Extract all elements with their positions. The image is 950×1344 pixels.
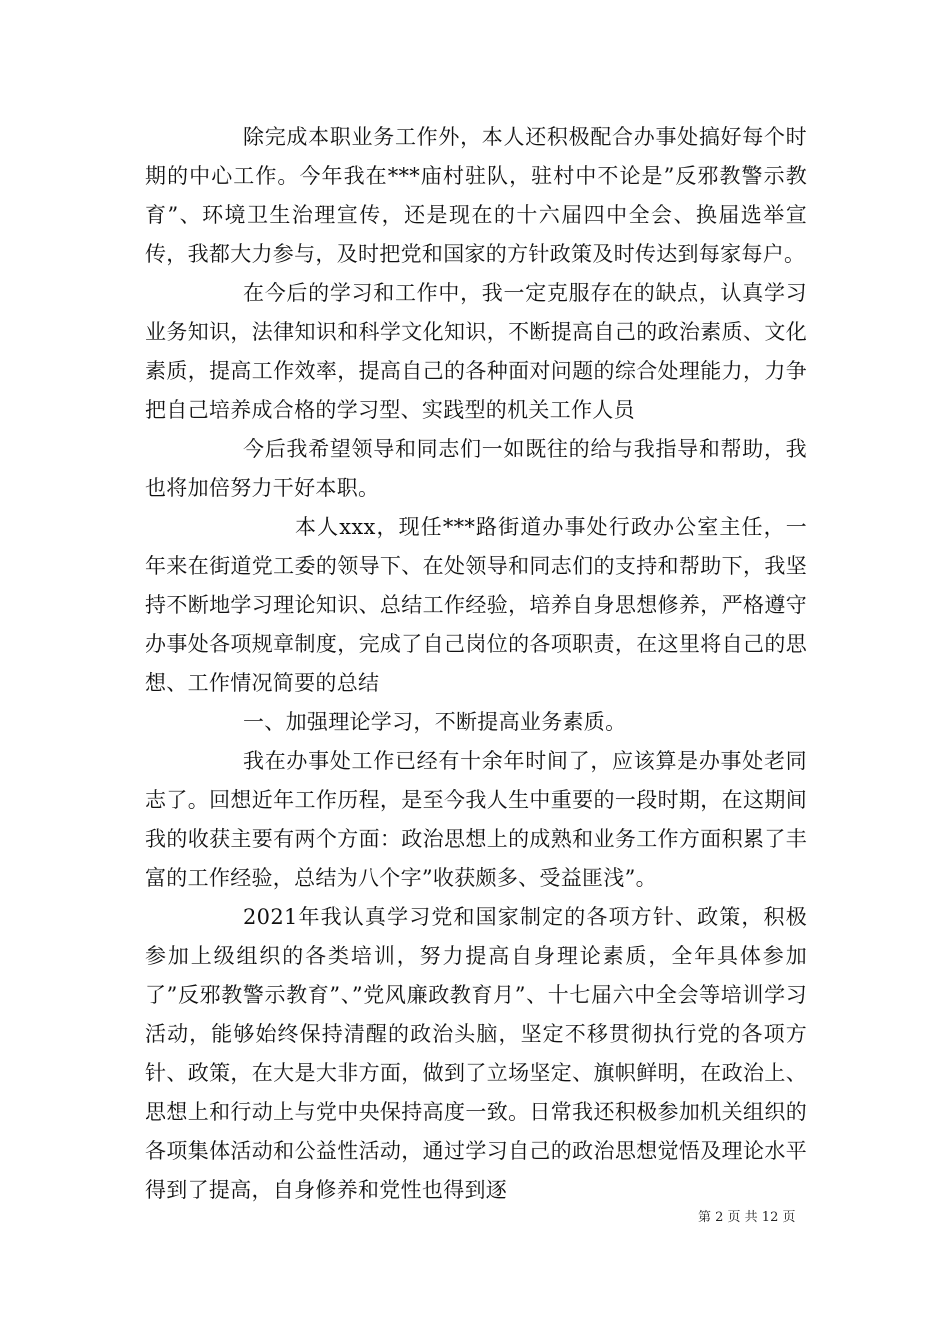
paragraph-hope: 今后我希望领导和同志们一如既往的给与我指导和帮助，我也将加倍努力干好本职。 <box>145 437 807 500</box>
paragraph-introduction: 本人xxx，现任***路街道办事处行政办公室主任，一年来在街道党工委的领导下、在处领导和同志们的支持和帮助下，我坚持不断地学习理论知识、总结工作经验，培养自身思想修养，严格遵守办事处各项规章制度，完成了自己岗位的各项职责，在这里将自己的思想、工作情况简要的总结 <box>145 515 807 695</box>
paragraph-yearly-study: 2021年我认真学习党和国家制定的各项方针、政策，积极参加上级组织的各类培训，努力提高自身理论素质，全年具体参加了”反邪教警示教育”、”党风廉政教育月”、十七届六中全会等培训学习活动，能够始终保持清醒的政治头脑，坚定不移贯彻执行党的各项方针、政策，在大是大非方面，做到了立场坚定、旗帜鲜明，在政治上、思想上和行动上与党中央保持高度一致。日常我还积极参加机关组织的各项集体活动和公益性活动，通过学习自己的政治思想觉悟及理论水平得到了提高，自身修养和党性也得到逐 <box>145 905 807 1202</box>
paragraph-central-work: 除完成本职业务工作外，本人还积极配合办事处搞好每个时期的中心工作。今年我在***庙村驻队，驻村中不论是”反邪教警示教育”、环境卫生治理宣传，还是现在的十六届四中全会、换届选举宣传，我都大力参与，及时把党和国家的方针政策及时传达到每家每户。 <box>145 125 807 266</box>
paragraph-work-experience: 我在办事处工作已经有十余年时间了，应该算是办事处老同志了。回想近年工作历程，是至今我人生中重要的一段时期，在这期间我的收获主要有两个方面：政治思想上的成熟和业务工作方面积累了丰富的工作经验，总结为八个字”收获颇多、受益匪浅”。 <box>145 749 807 890</box>
document-page <box>145 118 807 1210</box>
section-heading-theory-study: 一、加强理论学习，不断提高业务素质。 <box>243 710 627 734</box>
page-number-footer: 第 2 页 共 12 页 <box>698 1210 796 1225</box>
paragraph-future-study: 在今后的学习和工作中，我一定克服存在的缺点，认真学习业务知识，法律知识和科学文化知识，不断提高自己的政治素质、文化素质，提高工作效率，提高自己的各种面对问题的综合处理能力，力争把自己培养成合格的学习型、实践型的机关工作人员 <box>145 281 807 422</box>
